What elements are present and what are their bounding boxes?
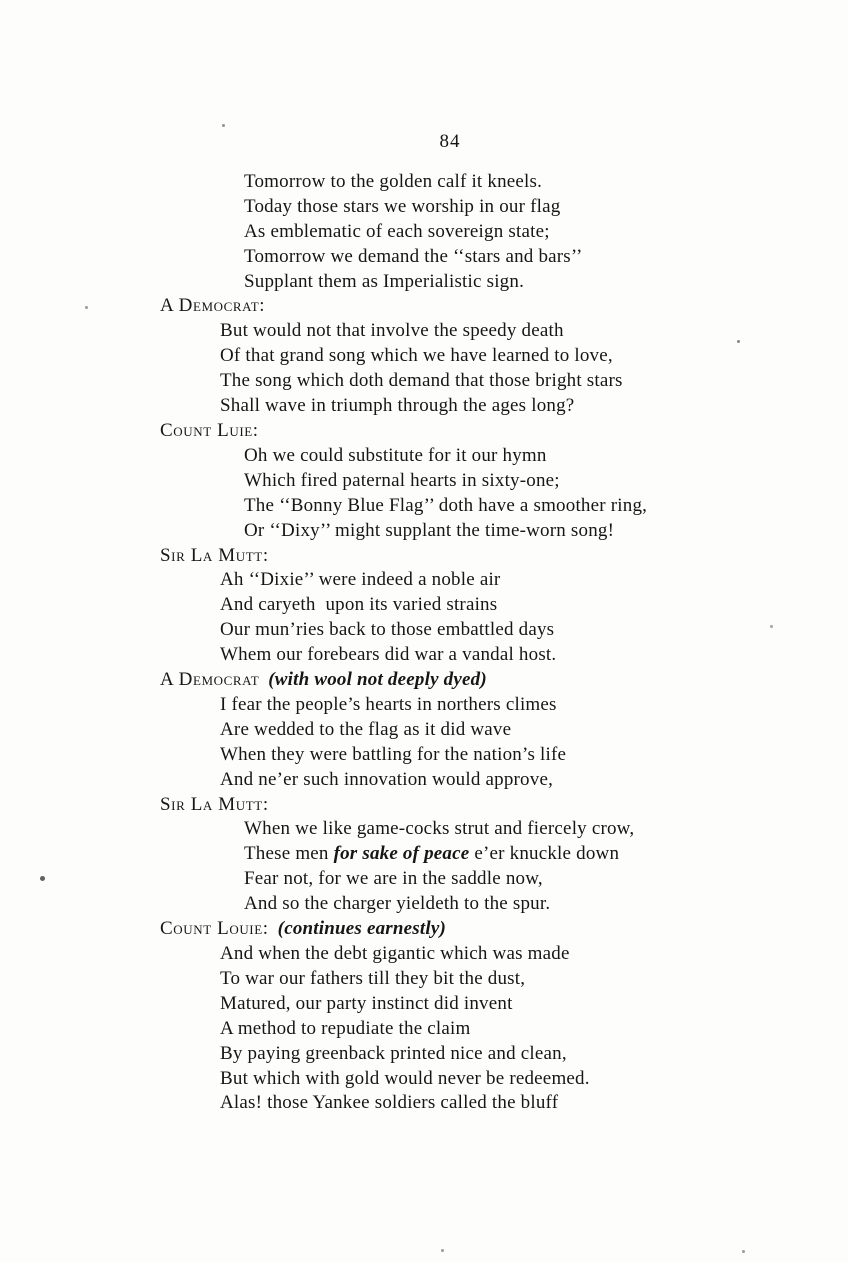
verse-line: A method to repudiate the claim [220, 1017, 471, 1039]
speech-block [160, 793, 740, 918]
speaker-label: A Democrat [160, 669, 260, 691]
speaker-line [160, 419, 740, 444]
speaker-label: Count Louie: [160, 918, 269, 940]
scan-speck [770, 625, 773, 628]
speech-block [160, 668, 740, 793]
speaker-label: Sir La Mutt: [160, 793, 269, 815]
verse-line: And so the charger yieldeth to the spur. [244, 893, 551, 915]
speaker-line [160, 793, 740, 818]
verse-line: But would not that involve the speedy death [220, 320, 564, 342]
verse-line: Whem our forebears did war a vandal host. [220, 644, 557, 666]
speech-block [160, 544, 740, 669]
speech-block [160, 170, 740, 295]
verse-line: Which fired paternal hearts in sixty-one; [244, 469, 560, 491]
verse-line: And when the debt gigantic which was made [220, 943, 570, 964]
speaker-line [160, 294, 740, 319]
verse-line: Oh we could substitute for it our hymn [244, 444, 547, 466]
verse-line: Ah ‘‘Dixie’’ were indeed a noble air [220, 569, 501, 591]
stage-direction: (continues earnestly) [277, 918, 447, 940]
verse-line: And ne’er such innovation would approve, [220, 768, 554, 790]
verse-line: Shall wave in triumph through the ages long? [220, 395, 575, 417]
speaker-line [160, 668, 740, 693]
verse-line: Of that grand song which we have learned to love, [220, 345, 613, 367]
speech-block [160, 419, 740, 544]
verse-line: When we like game-cocks strut and fiercely crow, [244, 818, 635, 840]
verse-line [160, 842, 740, 867]
verse-blocks [160, 170, 740, 1116]
verse-line: Tomorrow we demand the ‘‘stars and bars’’ [244, 245, 583, 267]
speaker-line [160, 917, 740, 942]
stage-direction: (with wool not deeply dyed) [268, 669, 487, 691]
scan-speck [40, 876, 45, 881]
verse-line: Fear not, for we are in the saddle now, [244, 868, 543, 890]
plain-text: e’er knuckle down [469, 843, 620, 865]
verse-line: When they were battling for the nation’s life [220, 743, 567, 765]
verse-line: The ‘‘Bonny Blue Flag’’ doth have a smoother ring, [244, 494, 648, 516]
speaker-label: Sir La Mutt: [160, 544, 269, 566]
speech-block [160, 917, 740, 1116]
verse-line: Are wedded to the flag as it did wave [220, 718, 512, 740]
scan-speck [441, 1249, 444, 1252]
verse-line: Tomorrow to the golden calf it kneels. [244, 170, 543, 192]
verse-line: Our mun’ries back to those embattled days [220, 619, 555, 641]
scan-speck [222, 124, 225, 127]
plain-text: These men [244, 843, 334, 865]
speaker-label: A Democrat: [160, 295, 266, 317]
verse-line: The song which doth demand that those bright stars [220, 370, 623, 392]
speaker-label: Count Luie: [160, 419, 259, 441]
verse-line: Matured, our party instinct did invent [220, 992, 513, 1014]
verse-line: But which with gold would never be redeemed. [220, 1067, 590, 1089]
verse-line: And caryeth upon its varied strains [220, 594, 498, 616]
verse-line: Alas! those Yankee soldiers called the bluff [220, 1092, 559, 1114]
speech-block [160, 294, 740, 419]
verse-line: As emblematic of each sovereign state; [244, 220, 550, 242]
speaker-line [160, 544, 740, 569]
verse-line: By paying greenback printed nice and clean, [220, 1042, 567, 1064]
verse-line: Supplant them as Imperialistic sign. [244, 270, 525, 292]
verse-line: To war our fathers till they bit the dust, [220, 967, 526, 989]
text-column [160, 130, 740, 1116]
verse-line: Today those stars we worship in our flag [244, 195, 561, 217]
verse-line: Or ‘‘Dixy’’ might supplant the time-worn song! [244, 519, 615, 541]
scan-speck [85, 306, 88, 309]
emphasized-text: for sake of peace [333, 843, 470, 865]
verse-line: I fear the people’s hearts in northers climes [220, 693, 557, 715]
scan-speck [742, 1250, 745, 1253]
page-number: 84 [439, 131, 461, 152]
